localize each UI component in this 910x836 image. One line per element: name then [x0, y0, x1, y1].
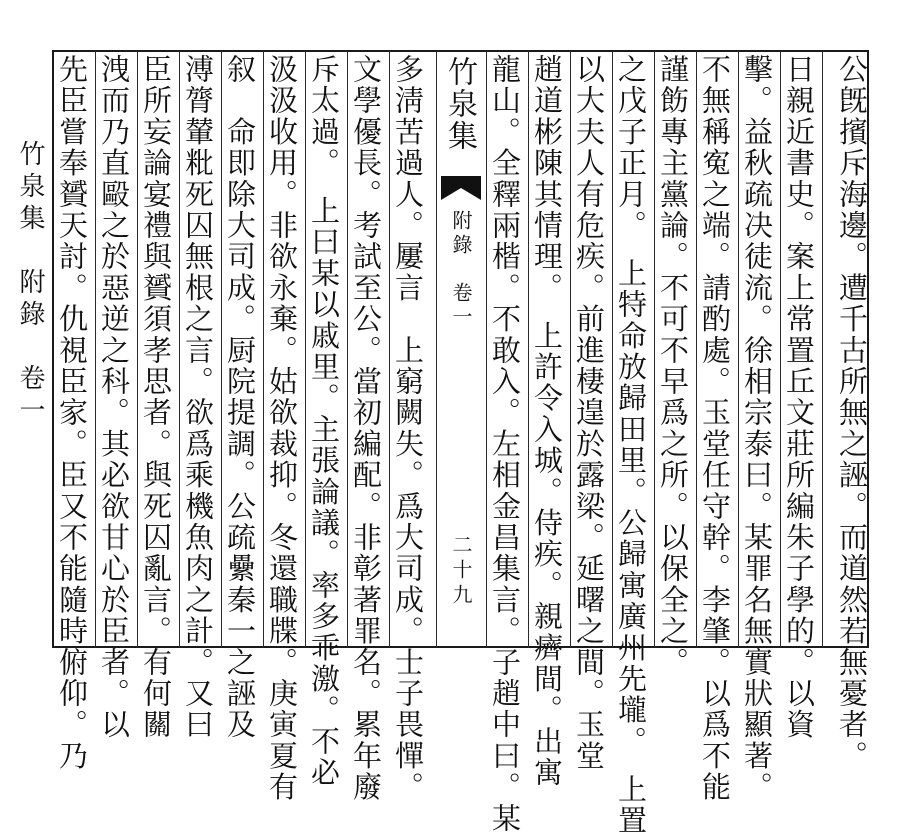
- text-column: 之戊子正月。 上特命放歸田里。公歸寓廣州先壠。 上置: [614, 54, 648, 836]
- text-column: 溥膂輦粃死囚無根之言。欲爲乘機魚肉之計。又曰: [181, 54, 215, 741]
- text-column: 擊。益秋疏决徒流。徐相宗泰曰。某罪名無實狀顯著。: [740, 54, 774, 803]
- column-divider: [654, 50, 655, 648]
- column-divider: [436, 50, 437, 648]
- column-divider: [780, 50, 781, 648]
- column-divider: [389, 50, 390, 648]
- column-divider: [95, 50, 96, 648]
- text-column: 多淸苦過人。屢言 上窮闕失。爲大司成。士子畏憚。: [391, 54, 425, 803]
- fishtail-mark-icon: [441, 176, 481, 200]
- center-book-title: 竹泉集: [442, 56, 477, 152]
- text-column: 謹飭專主黨論。不可不早爲之所。以保全之。: [656, 54, 690, 678]
- center-section-label: 附錄 卷一: [449, 210, 473, 330]
- column-divider: [305, 50, 306, 648]
- column-divider: [822, 50, 823, 648]
- text-column: 公旣擯斥海邊。遭千古所無之誣。而道然若無憂者。: [835, 54, 869, 772]
- text-column: 臣所妄論宴禮與贇須孝思者。與死囚亂言。有何關: [139, 54, 173, 741]
- center-fold-column: [440, 56, 484, 646]
- column-divider: [696, 50, 697, 648]
- text-column: 先臣嘗奉贇天討。仇視臣家。臣又不能隨時俯仰。乃: [55, 54, 89, 772]
- text-column: 洩而乃直毆之於惡逆之科。其必欲甘心於臣者。以: [97, 54, 131, 741]
- column-divider: [347, 50, 348, 648]
- text-column: 不無稱寃之端。請酌處。玉堂任守幹。李肇。以爲不能: [698, 54, 732, 803]
- column-divider: [570, 50, 571, 648]
- text-column: 龍山。全釋兩楷。不敢入。左相金昌集言。子趙中曰。某: [488, 54, 522, 834]
- column-divider: [137, 50, 138, 648]
- text-column: 以大夫人有危疾。前進棲遑於露梁。延曙之間。玉堂: [572, 54, 606, 772]
- column-divider: [221, 50, 222, 648]
- column-divider: [528, 50, 529, 648]
- margin-book-title: 竹泉集 附錄 卷一: [15, 140, 45, 428]
- text-column: 汲汲收用。非欲永棄。姑欲裁抑。冬還職牒。庚寅夏有: [265, 54, 299, 803]
- text-column: 日親近書史。案上常置丘文莊所編朱子學的。以資: [782, 54, 816, 741]
- center-page-number: 二十九: [449, 534, 473, 609]
- column-divider: [738, 50, 739, 648]
- text-column: 斥太過。 上曰某以戚里。主張論議。率多乖激。不必: [307, 54, 341, 789]
- text-column: 趙道彬陳其情理。 上許令入城。侍疾。親癠間。出寓: [530, 54, 564, 789]
- column-divider: [486, 50, 487, 648]
- text-column: 文學優長。考試至公。當初編配。非彰著罪名。累年廢: [349, 54, 383, 803]
- column-divider: [179, 50, 180, 648]
- column-divider: [263, 50, 264, 648]
- column-divider: [612, 50, 613, 648]
- text-column: 叙 命即除大司成。厨院提調。公疏纍秦一之誣及: [223, 54, 257, 741]
